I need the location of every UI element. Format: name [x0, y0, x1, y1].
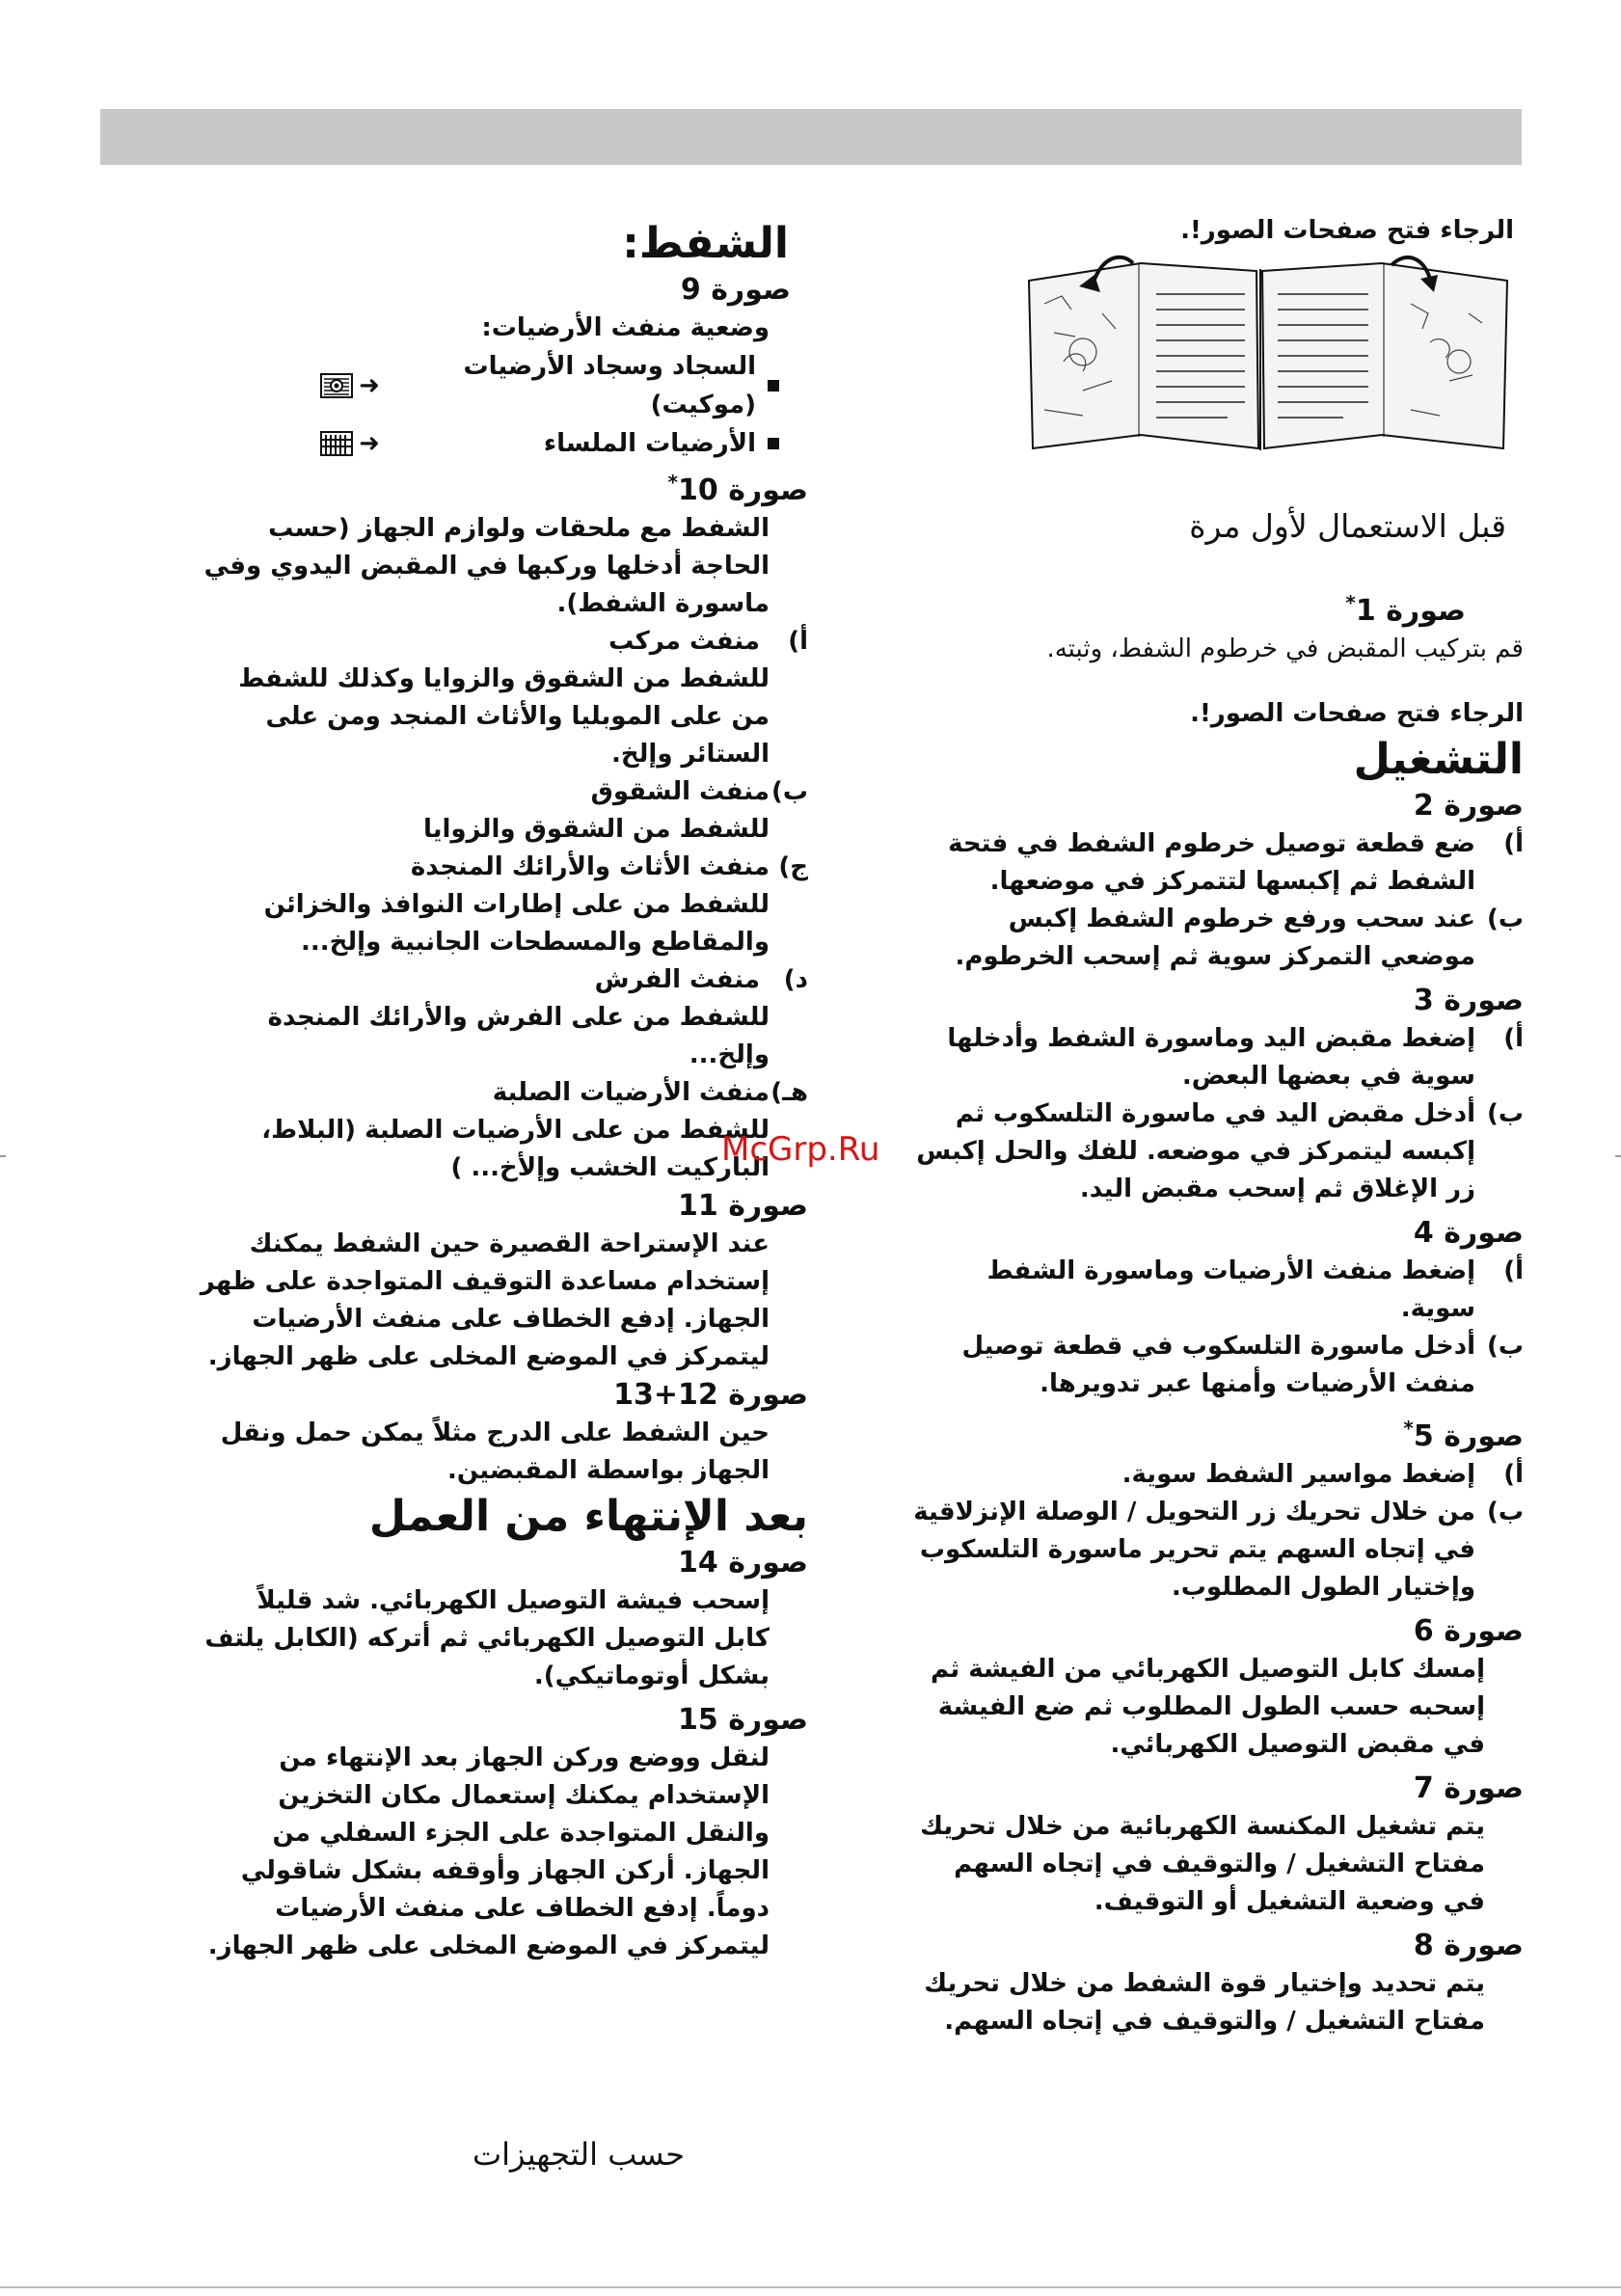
- fig14-text: إسحب فيشة التوصيل الكهربائي. شد قليلاً كابل التوصيل الكهربائي ثم أتركه (الكابل يلتف بشكل أوتوماتيكي).: [204, 1586, 770, 1690]
- fig15-title: صورة 15: [678, 1703, 808, 1737]
- floor-mode-smooth: الأرضيات الملساء ➜: [193, 424, 808, 463]
- fig2-title: صورة 2: [1413, 789, 1524, 823]
- bullet: [768, 380, 779, 392]
- fig1-title: صورة 1*: [1345, 591, 1466, 628]
- edge-mark-right: [1615, 1155, 1621, 1157]
- fig5-item-b: ب) من خلال تحريك زر التحويل / الوصلة الإنزلاقية في إتجاه السهم يتم تحرير ماسورة التلسكوب وإختيار الطول المطلوب.: [913, 1498, 1524, 1602]
- operation-heading: التشغيل: [1353, 735, 1524, 784]
- book-caption: الرجاء فتح صفحات الصور!.: [1180, 216, 1514, 245]
- edge-mark-left: [0, 1155, 6, 1157]
- after-work-heading: بعد الإنتهاء من العمل: [368, 1492, 808, 1541]
- fig8-text: يتم تحديد وإختيار قوة الشفط من خلال تحريك مفتاح التشغيل / والتوقيف في إتجاه السهم.: [924, 1969, 1485, 2036]
- right-column: [906, 583, 1524, 2040]
- fig5-title: صورة 5*: [1403, 1417, 1524, 1453]
- fig10-item-d-text: للشفط من على الفرش والأرائك المنجدة وإلخ...: [267, 1003, 770, 1069]
- fig10-item-e-title: هـ) منفث الأرضيات الصلبة: [492, 1078, 808, 1107]
- fig14-title: صورة 14: [678, 1546, 808, 1580]
- fig10-item-a-title: أ) منفث مركب: [608, 627, 808, 656]
- fig9-title: صورة 9: [680, 273, 791, 307]
- header-bar: [100, 109, 1522, 165]
- suction-heading: الشفط:: [622, 219, 789, 268]
- fig7-text: يتم تشغيل المكنسة الكهربائية من خلال تحريك مفتاح التشغيل / والتوقيف في إتجاه السهم في وضعية التشغيل أو التوقيف.: [920, 1812, 1485, 1916]
- watermark: McGrp.Ru: [721, 1130, 880, 1169]
- fig4-title: صورة 4: [1413, 1216, 1524, 1250]
- carpet-icon: [320, 373, 353, 398]
- fig8-title: صورة 8: [1413, 1929, 1524, 1962]
- footnote: حسب التجهيزات: [473, 2136, 685, 2173]
- fig4-item-b: ب) أدخل ماسورة التلسكوب في قطعة توصيل منفث الأرضيات وأمنها عبر تدويرها.: [961, 1332, 1524, 1398]
- fig10-item-c-title: ج) منفث الأثاث والأرائك المنجدة: [410, 852, 808, 881]
- fig10-item-c-text: للشفط من على إطارات النوافذ والخزائن والمقاطع والمسطحات الجانبية وإلخ...: [263, 890, 770, 957]
- fig2-item-b: ب) عند سحب ورفع خرطوم الشفط إكبس موضعي التمركز سوية ثم إسحب الخرطوم.: [955, 905, 1524, 971]
- fig4-item-a: أ) إضغط منفث الأرضيات وماسورة الشفط سوية.: [986, 1256, 1524, 1323]
- fig6-title: صورة 6: [1413, 1614, 1524, 1648]
- fig11-title: صورة 11: [678, 1189, 808, 1223]
- fig10-item-a-text: للشفط من الشقوق والزوايا وكذلك للشفط من على الموبليا والأثاث المنجد ومن على الستائر وإلخ.: [238, 664, 770, 769]
- floor-mode-carpet: السجاد وسجاد الأرضيات (موكيت) ➜: [193, 347, 808, 424]
- fig10-item-e-text: للشفط من على الأرضيات الصلبة (البلاط، الباركيت الخشب وإلأخ... ): [261, 1116, 770, 1182]
- fig3-item-b: ب) أدخل مقبض اليد في ماسورة التلسكوب ثم إكبسه ليتمركز في موضعه. للفك والحل إكبس زر الإغلاق ثم إسحب مقبض اليد.: [916, 1099, 1524, 1203]
- please-open-note: الرجاء فتح صفحات الصور!.: [1190, 699, 1524, 728]
- fig10-title: صورة 10*: [667, 471, 808, 507]
- bullet: [768, 438, 779, 449]
- fig3-title: صورة 3: [1413, 984, 1524, 1017]
- smooth-floor-icon: [320, 431, 353, 456]
- fig1213-title: صورة 12+13: [613, 1378, 808, 1412]
- fig10-item-b-title: ب) منفث الشقوق: [590, 777, 808, 806]
- fig3-item-a: أ) إضغط مقبض اليد وماسورة الشفط وأدخلها سوية في بعضها البعض.: [947, 1024, 1524, 1091]
- fig7-title: صورة 7: [1413, 1771, 1524, 1805]
- fig1213-text: حين الشفط على الدرج مثلاً يمكن حمل ونقل الجهاز بواسطة المقبضين.: [220, 1418, 770, 1485]
- fig9-subtitle: وضعية منفث الأرضيات:: [481, 313, 770, 342]
- fig10-item-d-title: د) منفث الفرش: [594, 965, 808, 994]
- open-book-illustration: [1025, 246, 1517, 454]
- bottom-rule: [0, 2286, 1621, 2288]
- fig2-item-a: أ) ضع قطعة توصيل خرطوم الشفط في فتحة الشفط ثم إكبسها لتتمركز في موضعها.: [948, 829, 1524, 896]
- left-column: [193, 217, 808, 1965]
- fig10-item-b-text: للشفط من الشقوق والزوايا: [422, 815, 770, 844]
- before-first-use-title: قبل الاستعمال لأول مرة: [1189, 507, 1506, 545]
- fig11-text: عند الإستراحة القصيرة حين الشفط يمكنك إستخدام مساعدة التوقيف المتواجدة على ظهر الجهاز. إدفع الخطاف على منفث الأرضيات ليتمركز في الموضع المخلى على ظهر الجهاز.: [200, 1229, 770, 1371]
- fig1-text: قم بتركيب المقبض في خرطوم الشفط، وثبته.: [1046, 635, 1524, 663]
- fig10-intro: الشفط مع ملحقات ولوازم الجهاز (حسب الحاجة أدخلها وركبها في المقبض اليدوي وفي ماسورة الشفط).: [203, 514, 770, 618]
- fig6-text: إمسك كابل التوصيل الكهربائي من الفيشة ثم إسحبه حسب الطول المطلوب ثم ضع الفيشة في مقبض التوصيل الكهربائي.: [931, 1655, 1485, 1759]
- fig15-text: لنقل ووضع وركن الجهاز بعد الإنتهاء من الإستخدام يمكنك إستعمال مكان التخزين والنقل المتواجدة على الجزء السفلي من الجهاز. أركن الجهاز وأوقفه بشكل شاقولي دوماً. إدفع الخطاف على منفث الأرضيات ليتمركز في الموضع المخلى على ظهر الجهاز.: [207, 1743, 770, 1960]
- fig5-item-a: أ) إضغط مواسير الشفط سوية.: [1121, 1460, 1524, 1489]
